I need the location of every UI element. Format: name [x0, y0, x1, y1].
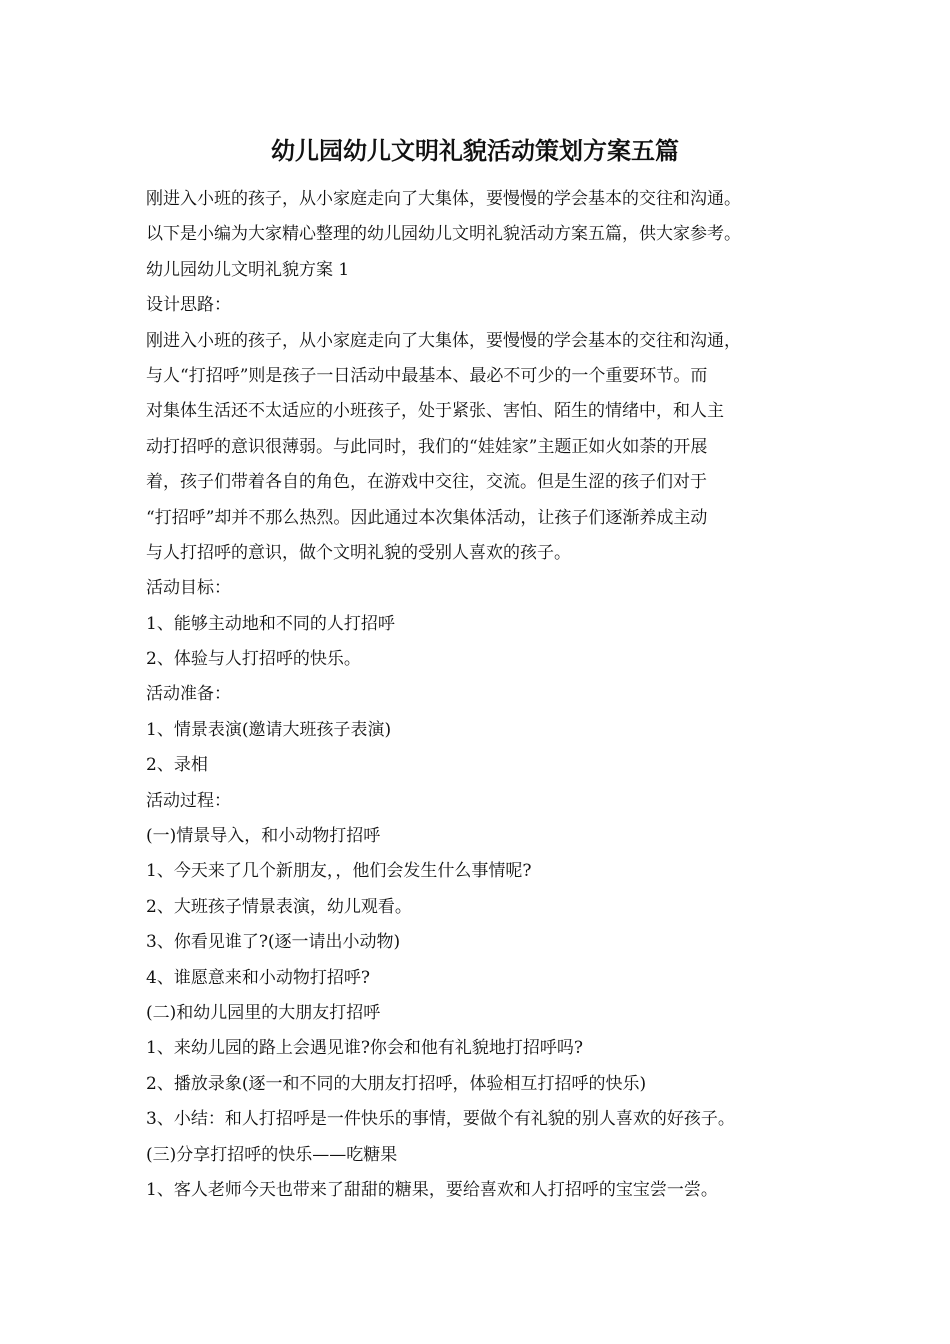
list-item: 1、情景表演(邀请大班孩子表演) — [146, 719, 392, 740]
section-heading: 活动过程： — [146, 790, 231, 811]
list-item: 1、能够主动地和不同的人打招呼 — [146, 613, 395, 634]
list-item: 1、来幼儿园的路上会遇见谁?你会和他有礼貌地打招呼吗? — [146, 1038, 584, 1059]
section-heading: 幼儿园幼儿文明礼貌方案 1 — [146, 259, 350, 280]
list-item: 3、小结：和人打招呼是一件快乐的事情，要做个有礼貌的别人喜欢的好孩子。 — [146, 1109, 735, 1130]
list-item: 2、体验与人打招呼的快乐。 — [146, 649, 361, 670]
section-heading: 设计思路： — [146, 295, 231, 316]
list-item: 1、今天来了几个新朋友，，他们会发生什么事情呢? — [146, 861, 532, 882]
document-title: 幼儿园幼儿文明礼貌活动策划方案五篇 — [271, 136, 679, 165]
list-item: 2、录相 — [146, 755, 208, 776]
paragraph-line: 对集体生活还不太适应的小班孩子，处于紧张、害怕、陌生的情绪中，和人主 — [146, 401, 724, 422]
list-item: 1、客人老师今天也带来了甜甜的糖果，要给喜欢和人打招呼的宝宝尝一尝。 — [146, 1179, 718, 1200]
paragraph-line: 动打招呼的意识很薄弱。与此同时，我们的“娃娃家”主题正如火如荼的开展 — [146, 436, 708, 457]
list-item: 2、播放录象(逐一和不同的大朋友打招呼，体验相互打招呼的快乐) — [146, 1073, 647, 1094]
paragraph-line: “打招呼”却并不那么热烈。因此通过本次集体活动，让孩子们逐渐养成主动 — [146, 507, 708, 528]
paragraph-line: 与人“打招呼”则是孩子一日活动中最基本、最必不可少的一个重要环节。而 — [146, 365, 708, 386]
subsection-heading: (二)和幼儿园里的大朋友打招呼 — [146, 1002, 381, 1023]
paragraph-line: 刚进入小班的孩子，从小家庭走向了大集体，要慢慢的学会基本的交往和沟通， — [146, 330, 741, 351]
section-heading: 活动目标： — [146, 578, 231, 599]
paragraph-line: 与人打招呼的意识，做个文明礼貌的受别人喜欢的孩子。 — [146, 542, 571, 563]
subsection-heading: (三)分享打招呼的快乐——吃糖果 — [146, 1144, 398, 1165]
list-item: 4、谁愿意来和小动物打招呼? — [146, 967, 370, 988]
paragraph-line: 着，孩子们带着各自的角色，在游戏中交往，交流。但是生涩的孩子们对于 — [146, 472, 707, 493]
paragraph-line: 以下是小编为大家精心整理的幼儿园幼儿文明礼貌活动方案五篇，供大家参考。 — [146, 224, 741, 245]
document-body — [146, 182, 826, 1208]
section-heading: 活动准备： — [146, 684, 231, 705]
list-item: 2、大班孩子情景表演，幼儿观看。 — [146, 896, 412, 917]
subsection-heading: (一)情景导入，和小动物打招呼 — [146, 826, 381, 847]
paragraph-line: 刚进入小班的孩子，从小家庭走向了大集体，要慢慢的学会基本的交往和沟通。 — [146, 189, 741, 209]
list-item: 3、你看见谁了?(逐一请出小动物) — [146, 932, 401, 953]
